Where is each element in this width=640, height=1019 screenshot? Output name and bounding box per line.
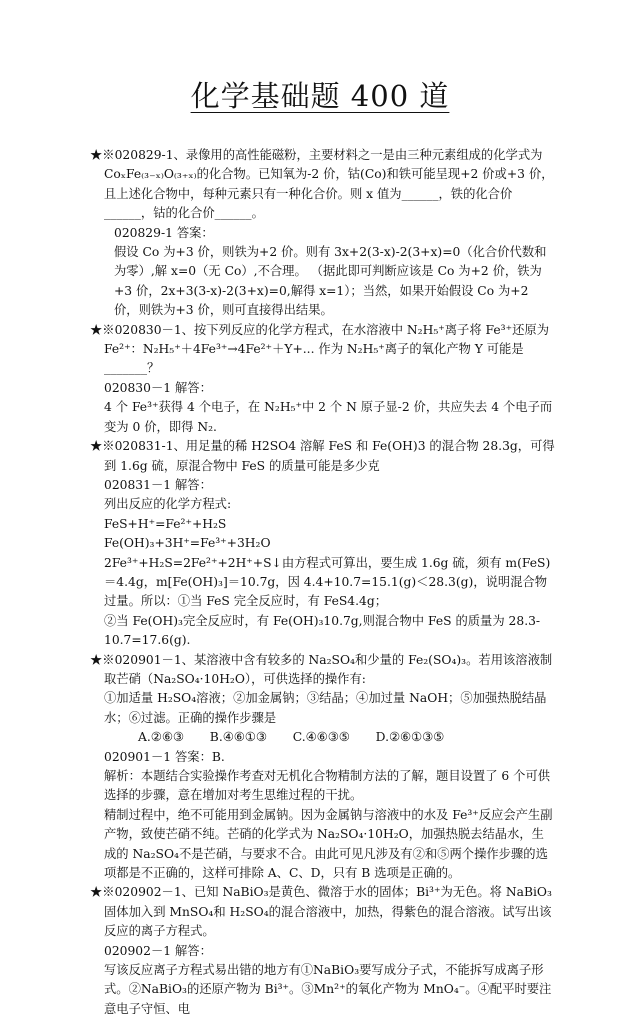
question-operations: ①加适量 H₂SO₄溶液；②加金属钠；③结晶；④加过量 NaOH；⑤加强热脱结晶水；⑥过滤。正确的操作步骤是 [104,691,547,725]
answer-heading: 020901－1 答案：B. [104,749,225,764]
question-020830-1: ★※020830－1、按下列反应的化学方程式，在水溶液中 N₂H₅⁺离子将 Fe³⁺还原为 Fe²⁺：N₂H₅⁺＋4Fe³⁺→4Fe²⁺＋Y+... 作为 N₂H₅⁺离子的氧化产物 Y 可能是_______？ [90,322,549,376]
option-b: B.④⑥①③ [209,730,267,745]
question-020901-1: ★※020901－1、某溶液中含有较多的 Na₂SO₄和少量的 Fe₂(SO₄)₃。若用该溶液制取芒硝（Na₂SO₄·10H₂O），可供选择的操作有: [90,652,553,686]
equation: Fe(OH)₃+3H⁺=Fe³⁺+3H₂O [104,536,271,551]
equation: FeS+H⁺=Fe²⁺+H₂S [104,516,227,531]
answer-text: 写该反应离子方程式易出错的地方有①NaBiO₃要写成分子式，不能拆写成离子形式。②NaBiO₃的还原产物为 Bi³⁺。③Mn²⁺的氧化产物为 MnO₄⁻。④配平时要注意电子守恒、电 [104,963,552,1016]
option-a: A.②⑥③ [138,730,184,745]
answer-heading: 020830－1 解答： [104,380,212,395]
document-body [90,146,556,1019]
document-title: 化学基础题 400 道 [190,79,450,113]
answer-text: 4 个 Fe³⁺获得 4 个电子，在 N₂H₅⁺中 2 个 N 原子显-2 价，共应失去 4 个电子而变为 0 价，即得 N₂. [104,400,553,434]
answer-text: 列出反应的化学方程式: [104,497,232,512]
answer-heading: 020902－1 解答： [104,943,212,958]
answer-heading: 020829-1 答案： [114,225,214,240]
answer-text: ②当 Fe(OH)₃完全反应时，有 Fe(OH)₃10.7g,则混合物中 FeS 的质量为 28.3-10.7=17.6(g). [104,613,541,648]
answer-text: 假设 Co 为+3 价，则铁为+2 价。则有 3x+2(3-x)-2(3+x)=0（化合价代数和为零）,解 x=0（无 Co）,不合理。 （据此即可判断应该是 Co 为+2 价，铁为+3 价，2x+3(3-x)-2(3+x)=0,解得 x=1）；当然，如果开始假设 Co 为+2 价，则铁为+3 价，则可直接得出结果。 [114,245,547,318]
question-020831-1: ★※020831-1、用足量的稀 H2SO4 溶解 FeS 和 Fe(OH)3 的混合物 28.3g，可得到 1.6g 硫，原混合物中 FeS 的质量可能是多少克 [90,439,555,473]
analysis-text: 精制过程中，绝不可能用到金属钠。因为金属钠与溶液中的水及 Fe³⁺反应会产生副产物，致使芒硝不纯。芒硝的化学式为 Na₂SO₄·10H₂O，加强热脱去结晶水，生成的 Na₂SO₄不是芒硝，与要求不合。由此可见凡涉及有②和⑤两个操作步骤的选项都是不正确的，这样可排除 A、C、D，只有 B 选项是正确的。 [104,807,553,881]
question-020902-1: ★※020902－1、已知 NaBiO₃是黄色、微溶于水的固体；Bi³⁺为无色。将 NaBiO₃固体加入到 MnSO₄和 H₂SO₄的混合溶液中，加热，得紫色的混合溶液。试写出该反应的离子方程式。 [90,885,552,939]
analysis-text: 解析：本题结合实验操作考查对无机化合物精制方法的了解，题目设置了 6 个可供选择的步骤，意在增加对考生思维过程的干扰。 [104,769,551,803]
answer-heading: 020831－1 解答： [104,477,212,492]
question-020829-1: ★※020829-1、录像用的高性能磁粉，主要材料之一是由三种元素组成的化学式为CoₓFe₍₃₋ₓ₎O₍₃₊ₓ₎的化合物。已知氧为-2 价，钴(Co)和铁可能呈现+2 价或+3 价，且上述化合物中，每种元素只有一种化合价。则 x 值为______，铁的化合价______，钴的化合价______。 [90,148,554,221]
option-c: C.④⑥③⑤ [292,730,350,745]
option-d: D.②⑥①③⑤ [375,730,445,745]
answer-text: 2Fe³⁺+H₂S=2Fe²⁺+2H⁺+S↓由方程式可算出，要生成 1.6g 硫，须有 m(FeS)＝4.4g，m[Fe(OH)₃]＝10.7g，因 4.4+10.7=15.1(g)＜28.3(g)，说明混合物过量。所以：①当 FeS 完全反应时，有 FeS4.4g； [104,555,551,609]
answer-options [104,728,556,747]
